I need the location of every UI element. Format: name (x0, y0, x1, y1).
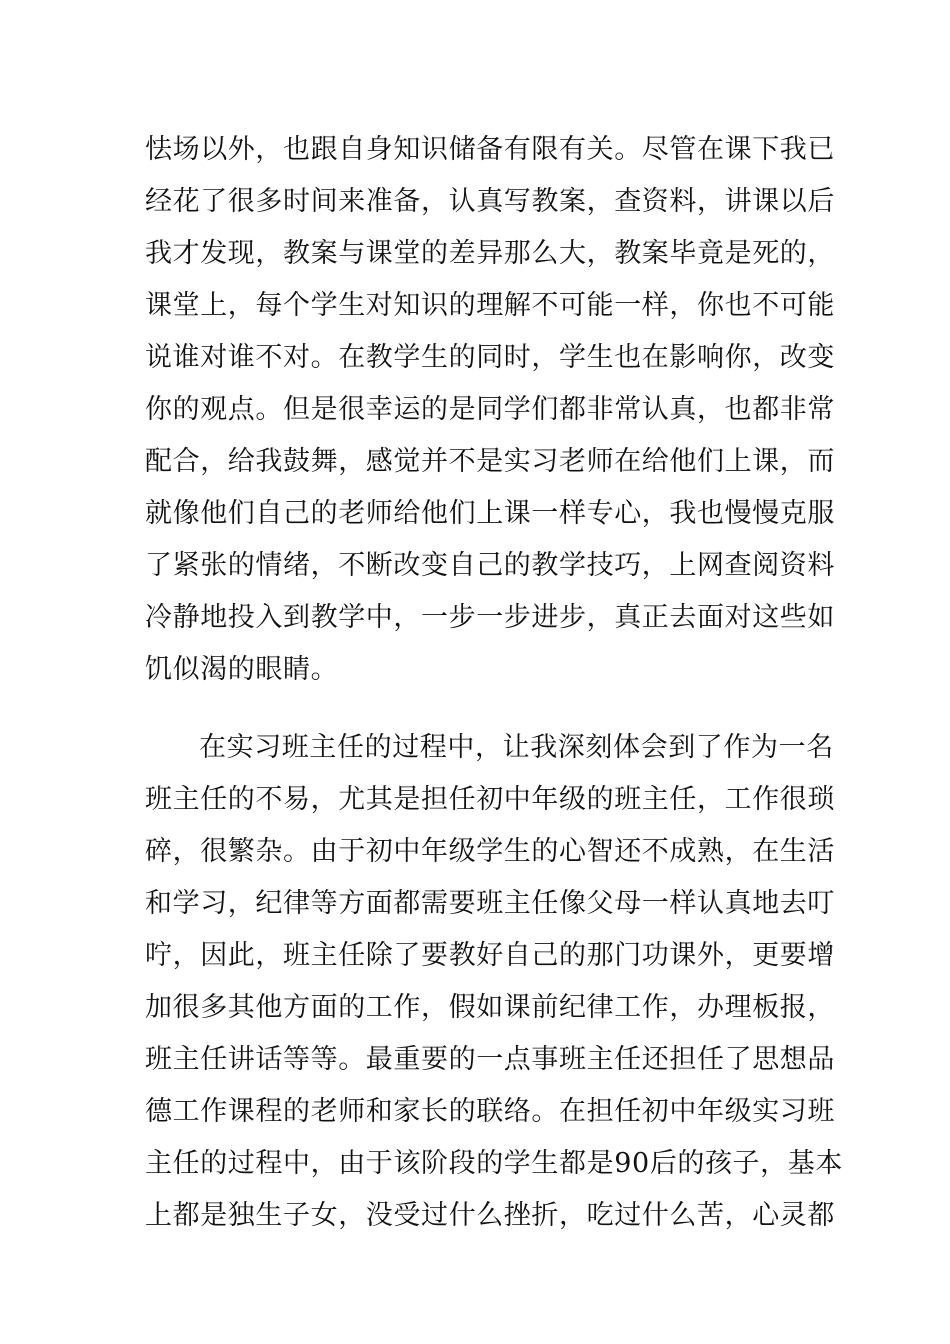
text-line: 就像他们自己的老师给他们上课一样专心，我也慢慢克服 (145, 498, 835, 529)
text-line: 课堂上，每个学生对知识的理解不可能一样，你也不可能 (145, 290, 835, 321)
text-line: 怯场以外，也跟自身知识储备有限有关。尽管在课下我已 (145, 134, 835, 165)
text-line: 你的观点。但是很幸运的是同学们都非常认真，也都非常 (145, 394, 835, 425)
text-line: 咛，因此，班主任除了要教好自己的那门功课外，更要增 (145, 940, 835, 971)
text-line: 经花了很多时间来准备，认真写教案，查资料，讲课以后 (145, 186, 835, 217)
text-line: 上都是独生子女，没受过什么挫折，吃过什么苦，心灵都 (145, 1200, 835, 1231)
text-line: 冷静地投入到教学中，一步一步进步，真正去面对这些如 (145, 602, 835, 633)
text-line: 加很多其他方面的工作，假如课前纪律工作，办理板报， (145, 992, 835, 1023)
text-line: 班主任的不易，尤其是担任初中年级的班主任，工作很琐 (145, 784, 835, 815)
text-line: 说谁对谁不对。在教学生的同时，学生也在影响你，改变 (145, 342, 835, 373)
text-line: 主任的过程中，由于该阶段的学生都是90后的孩子，基本 (145, 1148, 843, 1179)
text-line: 饥似渴的眼睛。 (145, 654, 339, 685)
text-line: 配合，给我鼓舞，感觉并不是实习老师在给他们上课，而 (145, 446, 835, 477)
text-line: 和学习，纪律等方面都需要班主任像父母一样认真地去叮 (145, 888, 835, 919)
text-line: 了紧张的情绪，不断改变自己的教学技巧，上网查阅资料 (145, 550, 835, 581)
text-line: 我才发现，教案与课堂的差异那么大，教案毕竟是死的， (145, 238, 835, 269)
text-line-indented: 在实习班主任的过程中，让我深刻体会到了作为一名 (199, 732, 834, 763)
text-line: 德工作课程的老师和家长的联络。在担任初中年级实习班 (145, 1096, 835, 1127)
text-line: 班主任讲话等等。最重要的一点事班主任还担任了思想品 (145, 1044, 835, 1075)
text-line: 碎，很繁杂。由于初中年级学生的心智还不成熟，在生活 (145, 836, 835, 867)
